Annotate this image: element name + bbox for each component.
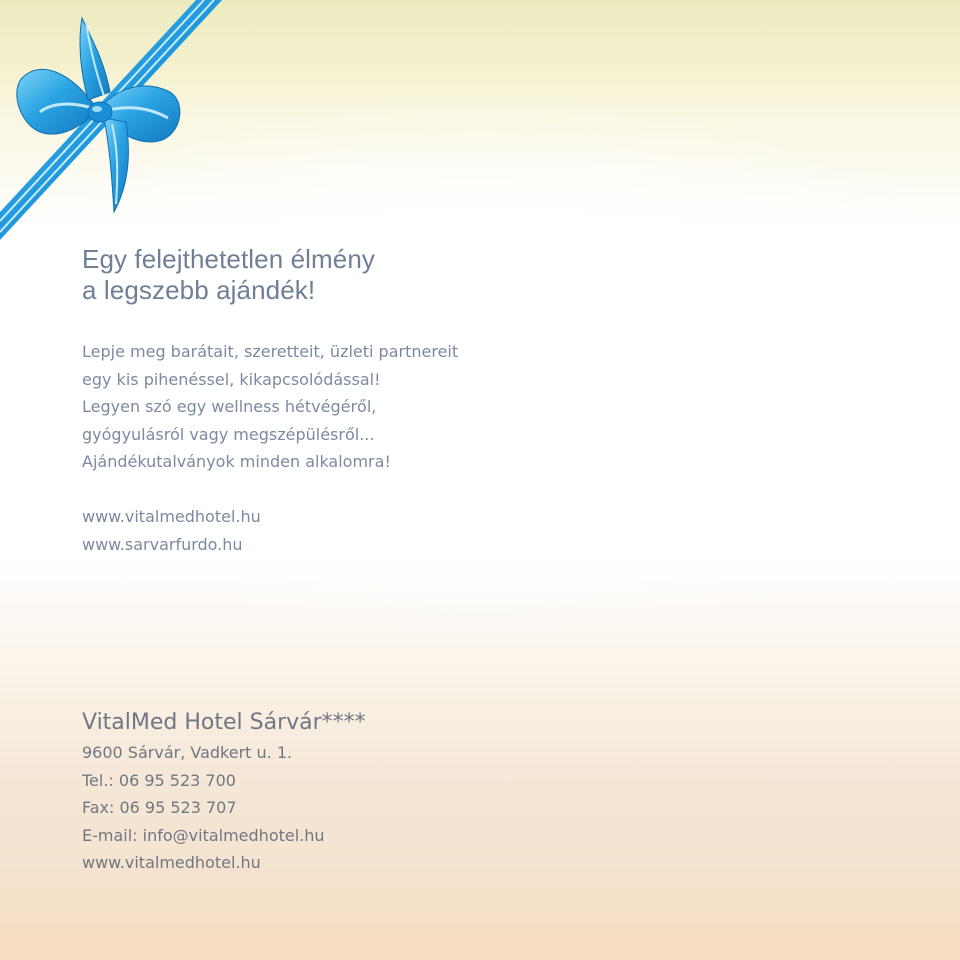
intro-line: gyógyulásról vagy megszépülésről... <box>82 424 375 444</box>
hotel-fax: Fax: 06 95 523 707 <box>82 798 237 818</box>
hotel-name: VitalMed Hotel Sárvár**** <box>82 710 366 735</box>
sarvarfurdo-website-link[interactable]: www.sarvarfurdo.hu <box>82 534 243 554</box>
tagline-line-1: Egy felejthetetlen élmény <box>82 244 376 274</box>
intro-line: Lepje meg barátait, szeretteit, üzleti partnereit <box>82 342 459 361</box>
intro-line: Ajándékutalványok minden alkalomra! <box>82 452 391 472</box>
tagline-heading <box>82 244 375 306</box>
hotel-website-link[interactable]: www.vitalmedhotel.hu <box>82 853 261 873</box>
vitalmed-website-link[interactable]: www.vitalmedhotel.hu <box>82 507 261 526</box>
hotel-phone: Tel.: 06 95 523 700 <box>82 770 236 790</box>
hotel-contact-block <box>82 739 325 877</box>
website-links <box>82 503 261 558</box>
hotel-email-link[interactable]: E-mail: info@vitalmedhotel.hu <box>82 825 325 845</box>
hotel-address: 9600 Sárvár, Vadkert u. 1. <box>82 743 293 762</box>
intro-line: Legyen szó egy wellness hétvégéről, <box>82 397 377 417</box>
gift-ribbon-bow-icon <box>0 0 240 250</box>
intro-line: egy kis pihenéssel, kikapcsolódással! <box>82 369 381 389</box>
intro-paragraph <box>82 338 458 476</box>
tagline-line-2: a legszebb ajándék! <box>82 275 316 305</box>
